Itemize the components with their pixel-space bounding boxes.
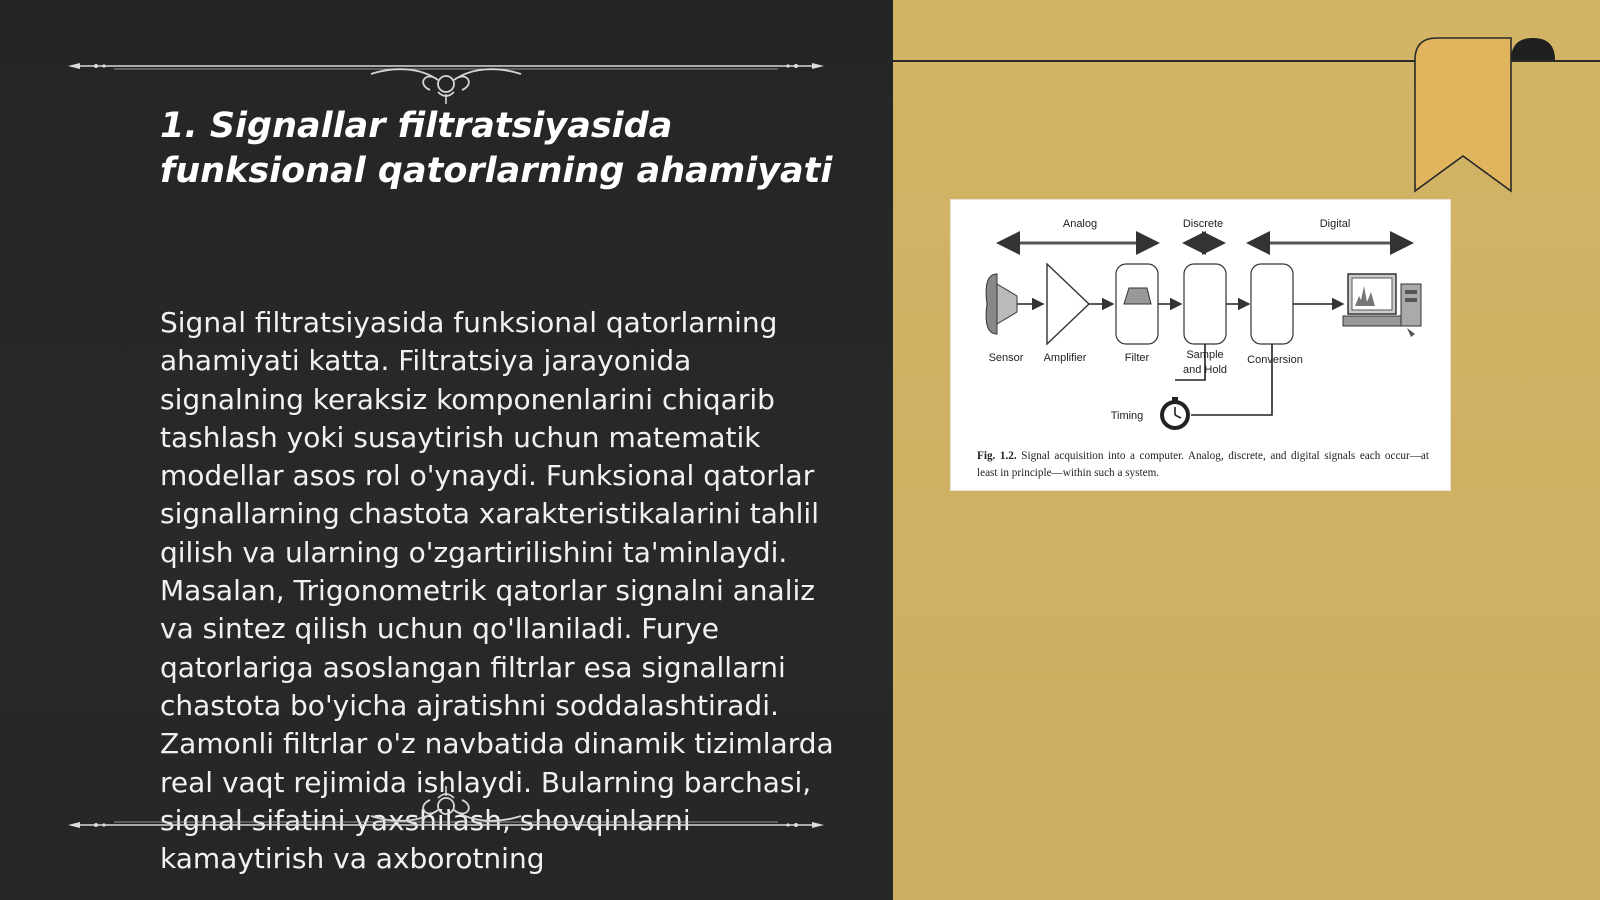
label-sensor: Sensor — [988, 352, 1024, 364]
label-conversion: Conversion — [1247, 354, 1303, 366]
label-filter: Filter — [1124, 352, 1150, 364]
slide-title: 1. Signallar filtratsiyasida funksional qatorlarning ahamiyati — [160, 106, 833, 191]
domain-label-analog: Analog — [1062, 218, 1098, 230]
amplifier-icon — [1047, 264, 1089, 344]
label-timing: Timing — [1110, 410, 1144, 422]
domain-label-discrete: Discrete — [1182, 218, 1224, 230]
label-and-hold: and Hold — [1182, 364, 1228, 376]
signal-acquisition-figure — [951, 200, 1450, 490]
bookmark-ribbon-icon — [1407, 36, 1577, 201]
figure-caption-label: Fig. 1.2. — [977, 450, 1017, 462]
label-amplifier: Amplifier — [1043, 352, 1087, 364]
conversion-block — [1251, 264, 1293, 344]
domain-label-digital: Digital — [1319, 218, 1351, 230]
clock-icon — [1160, 397, 1190, 430]
sample-and-hold-block — [1184, 264, 1226, 344]
filter-response-icon — [1124, 288, 1151, 304]
bottom-ornament-divider — [66, 784, 826, 844]
signal-acquisition-diagram — [951, 200, 1450, 450]
figure-caption-text: Signal acquisition into a computer. Analog, discrete, and digital signals each occur—at least in principle—within such a system. — [977, 450, 1429, 479]
slide-body-text: Signal filtratsiyasida funksional qatorlarning ahamiyati katta. Filtratsiya jarayonida signalning keraksiz komponenlarini chiqarib tashlash yoki susaytirish uchun matematik modellar asos rol o'ynaydi. Funksional qatorlar signallarning chastota xarakteristikalarini tahlil qilish va ularning o'zgartirilishini ta'minlaydi. Masalan, Trigonometrik qatorlar signalni analiz va sintez qilish uchun qo'llaniladi. Furye qatorlariga asoslangan filtrlar esa signallarni chastota bo'yicha ajratishni soddalashtiradi. Zamonli filtrlar o'z navbatida dinamik tizimlarda real vaqt rejimida ishlaydi. Bularning barchasi, signal sifatini yaxshilash, shovqinlarni kamaytirish va axborotning — [160, 306, 834, 876]
computer-icon — [1343, 274, 1421, 337]
top-ornament-divider — [66, 44, 826, 104]
figure-caption — [977, 448, 1429, 482]
sensor-icon — [986, 274, 1017, 334]
label-sample: Sample — [1186, 349, 1224, 361]
